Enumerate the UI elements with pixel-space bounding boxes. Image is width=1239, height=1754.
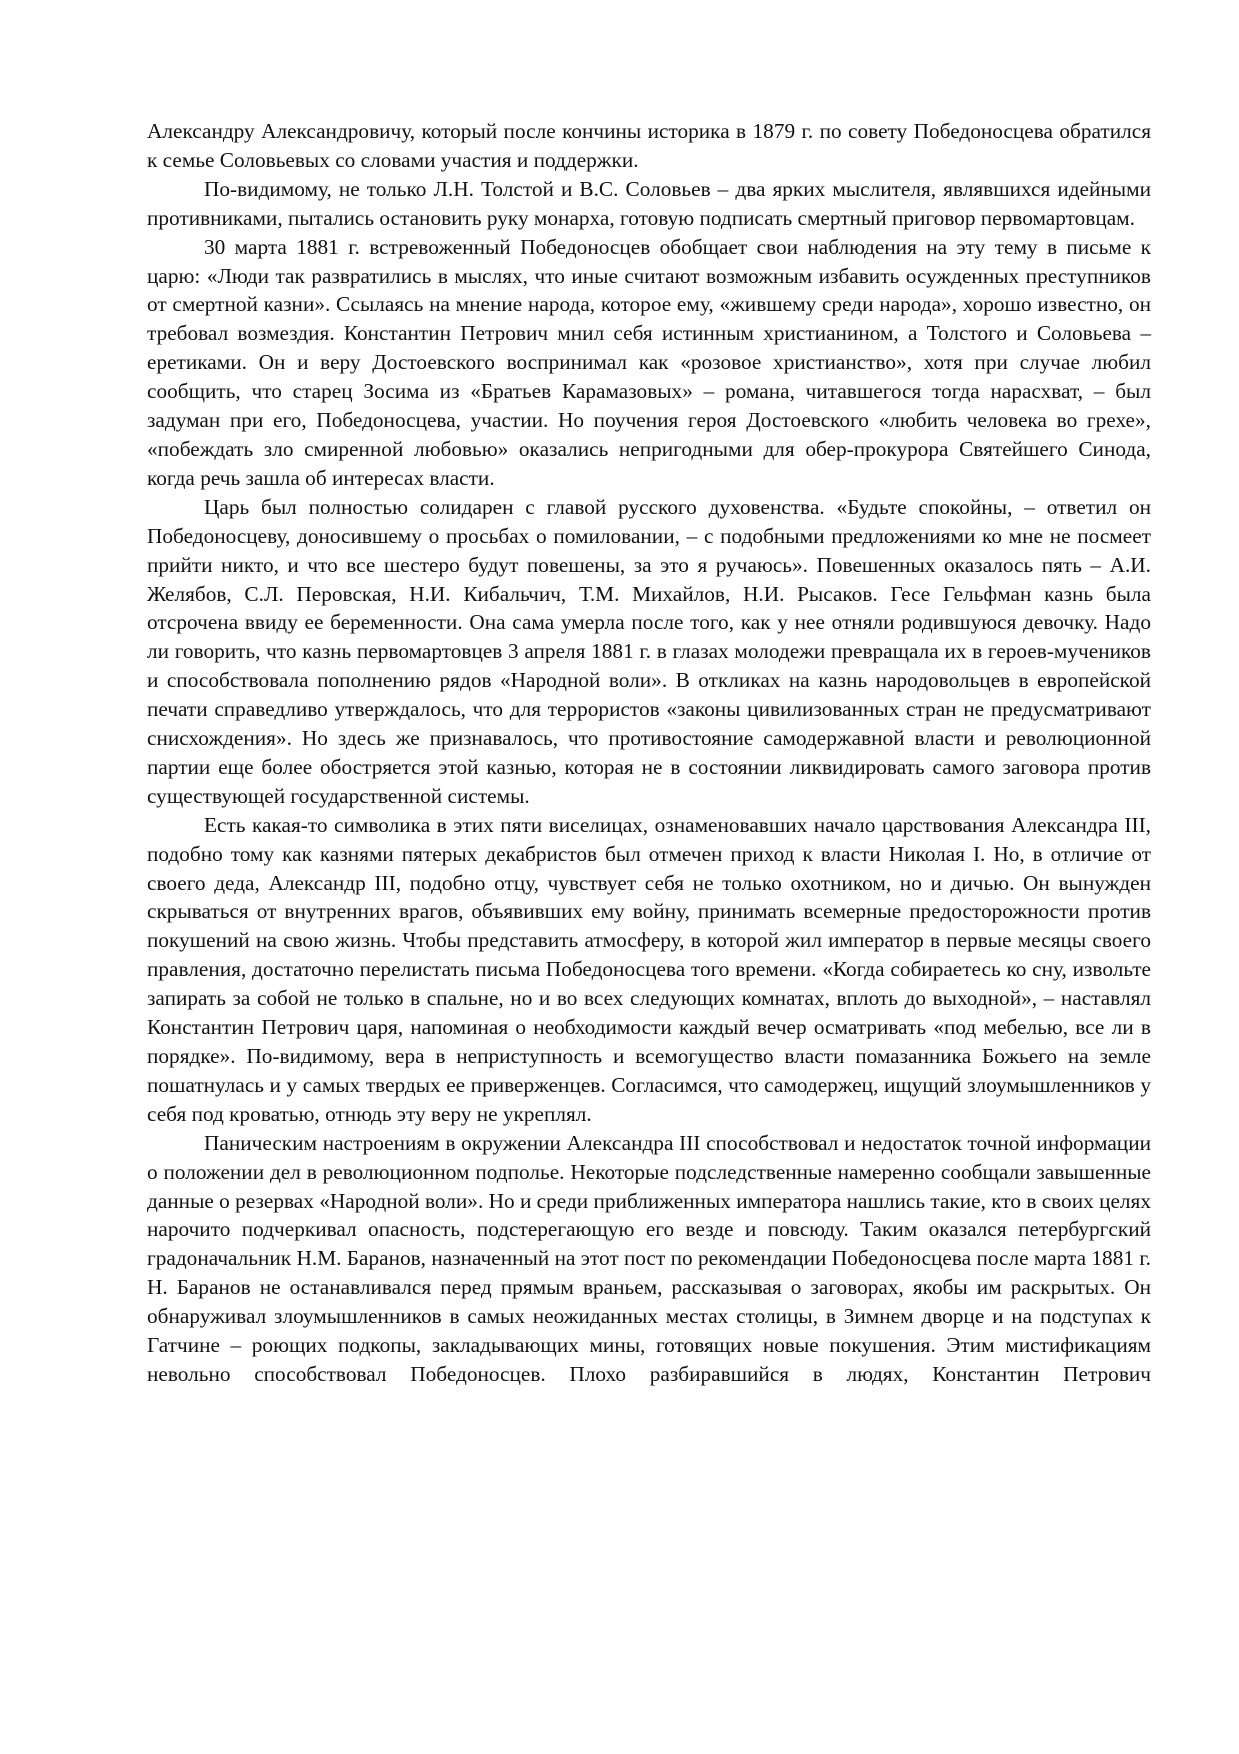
document-page	[147, 117, 1151, 1389]
paragraph-5: Есть какая-то символика в этих пяти виселицах, ознаменовавших начало царствования Александра III, подобно тому как казнями пятерых декабристов был отмечен приход к власти Николая I. Но, в отличие от своего деда, Александр III, подобно отцу, чувствует себя не только охотником, но и дичью. Он вынужден скрываться от внутренних врагов, объявивших ему войну, принимать всемерные предосторожности против покушений на свою жизнь. Чтобы представить атмосферу, в которой жил император в первые месяцы своего правления, достаточно перелистать письма Победоносцева того времени. «Когда собираетесь ко сну, извольте запирать за собой не только в спальне, но и во всех следующих комнатах, вплоть до выходной», – наставлял Константин Петрович царя, напоминая о необходимости каждый вечер осматривать «под мебелью, все ли в порядке». По-видимому, вера в неприступность и всемогущество власти помазанника Божьего на земле пошатнулась и у самых твердых ее приверженцев. Согласимся, что самодержец, ищущий злоумышленников у себя под кроватью, отнюдь эту веру не укреплял.	[147, 812, 1151, 1126]
paragraph-1: Александру Александровичу, который после кончины историка в 1879 г. по совету Победоносцева обратился к семье Соловьевых со словами участия и поддержки.	[147, 119, 1151, 172]
paragraph-4: Царь был полностью солидарен с главой русского духовенства. «Будьте спокойны, – ответил он Победоносцеву, доносившему о просьбах о помиловании, – с подобными предложениями ко мне не посмеет прийти никто, и что все шестеро будут повешены, за это я ручаюсь». Повешенных оказалось пять – А.И. Желябов, С.Л. Перовская, Н.И. Кибальчич, Т.М. Михайлов, Н.И. Рысаков. Гесе Гельфман казнь была отсрочена ввиду ее беременности. Она сама умерла после того, как у нее отняли родившуюся девочку. Надо ли говорить, что казнь первомартовцев 3 апреля 1881 г. в глазах молодежи превращала их в героев-мучеников и способствовала пополнению рядов «Народной воли». В откликах на казнь народовольцев в европейской печати справедливо утверждалось, что для террористов «законы цивилизованных стран не предусматривают снисхождения». Но здесь же признавалось, что противостояние самодержавной власти и революционной партии еще более обостряется этой казнью, которая не в состоянии ликвидировать самого заговора против существующей государственной системы.	[147, 494, 1151, 808]
paragraph-6: Паническим настроениям в окружении Александра III способствовал и недостаток точной информации о положении дел в революционном подполье. Некоторые подследственные намеренно сообщали завышенные данные о резервах «Народной воли». Но и среди приближенных императора нашлись такие, кто в своих целях нарочито подчеркивал опасность, подстерегающую его везде и повсюду. Таким оказался петербургский градоначальник Н.М. Баранов, назначенный на этот пост по рекомендации Победоносцева после марта 1881 г. Н. Баранов не останавливался перед прямым враньем, рассказывая о заговорах, якобы им раскрытых. Он обнаруживал злоумышленников в самых неожиданных местах столицы, в Зимнем дворце и на подступах к Гатчине – роющих подкопы, закладывающих мины, готовящих новые покушения. Этим мистификациям невольно способствовал Победоносцев. Плохо разбиравшийся в людях, Константин Петрович	[147, 1130, 1151, 1386]
paragraph-2: По-видимому, не только Л.Н. Толстой и В.С. Соловьев – два ярких мыслителя, являвшихся идейными противниками, пытались остановить руку монарха, готовую подписать смертный приговор первомартовцам.	[147, 176, 1151, 230]
paragraph-3: 30 марта 1881 г. встревоженный Победоносцев обобщает свои наблюдения на эту тему в письме к царю: «Люди так развратились в мыслях, что иные считают возможным избавить осужденных преступников от смертной казни». Ссылаясь на мнение народа, которое ему, «жившему среди народа», хорошо известно, он требовал возмездия. Константин Петрович мнил себя истинным христианином, а Толстого и Соловьева – еретиками. Он и веру Достоевского воспринимал как «розовое христианство», хотя при случае любил сообщить, что старец Зосима из «Братьев Карамазовых» – романа, читавшегося тогда нарасхват, – был задуман при его, Победоносцева, участии. Но поучения героя Достоевского «любить человека во грехе», «побеждать зло смиренной любовью» оказались непригодными для обер-прокурора Святейшего Синода, когда речь зашла об интересах власти.	[147, 234, 1151, 490]
